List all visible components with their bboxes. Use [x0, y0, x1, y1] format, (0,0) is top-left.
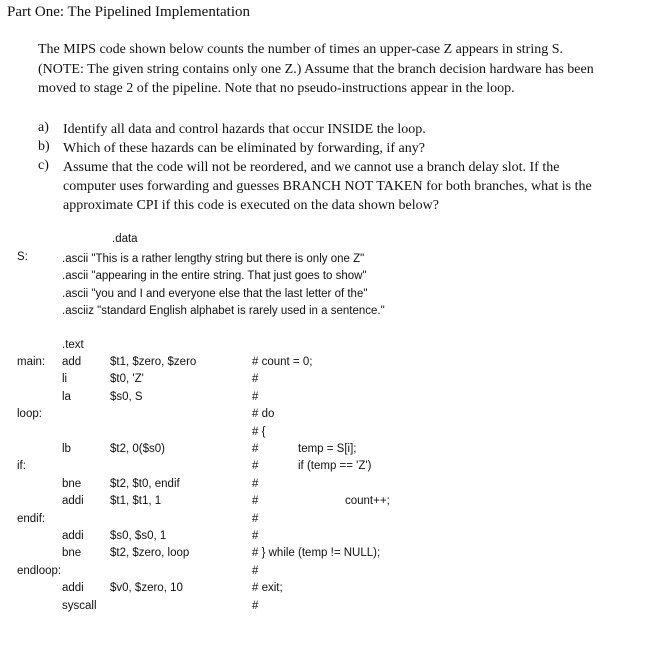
question-line: approximate CPI if this code is executed on the data shown below? — [63, 198, 439, 213]
code-operands: $t1, $zero, $zero — [110, 356, 197, 368]
code-comment: # exit; — [252, 582, 283, 595]
code-comment: # — [252, 443, 259, 455]
code-label: loop: — [17, 408, 42, 421]
code-comment: # — [252, 512, 259, 525]
code-operands: $s0, S — [110, 390, 143, 403]
intro-line: moved to stage 2 of the pipeline. Note that no pseudo-instructions appear in the loop. — [38, 81, 515, 96]
code-opcode: syscall — [62, 599, 97, 612]
code-operands: $t1, $t1, 1 — [110, 495, 162, 508]
text-directive: .text — [62, 339, 84, 351]
code-label: endloop: — [17, 564, 62, 577]
code-comment: # — [252, 599, 259, 612]
ascii-line: .asciiz "standard English alphabet is rarely used in a sentence." — [62, 305, 385, 318]
code-comment: # — [252, 530, 259, 542]
code-opcode: li — [62, 373, 68, 386]
code-opcode: bne — [62, 547, 82, 560]
code-opcode: addi — [62, 530, 84, 542]
code-opcode: addi — [62, 495, 84, 508]
question-line: Which of these hazards can be eliminated by forwarding, if any? — [63, 141, 425, 156]
question-c-label: c) — [38, 158, 49, 173]
code-comment: # — [252, 373, 259, 386]
code-comment-detail: temp = S[i]; — [298, 443, 357, 455]
code-comment-detail: count++; — [345, 495, 390, 508]
code-opcode: add — [62, 356, 82, 368]
code-operands: $s0, $s0, 1 — [110, 530, 167, 542]
code-comment: # — [252, 477, 259, 490]
question-b-text — [63, 139, 629, 158]
question-b-label: b) — [38, 139, 50, 154]
code-label: endif: — [17, 512, 46, 525]
code-comment-detail: if (temp == 'Z') — [298, 460, 372, 473]
question-c-text — [63, 158, 629, 215]
ascii-lines — [62, 251, 385, 321]
code-operands: $t2, 0($s0) — [110, 443, 165, 455]
code-operands: $t0, 'Z' — [110, 373, 144, 386]
code-operands: $v0, $zero, 10 — [110, 582, 183, 595]
string-label: S: — [17, 251, 28, 263]
ascii-line: .ascii "appearing in the entire string. That just goes to show" — [62, 270, 367, 283]
section-heading: Part One: The Pipelined Implementation — [7, 4, 251, 20]
code-label: if: — [17, 460, 26, 473]
code-comment: # } while (temp != NULL); — [252, 547, 381, 560]
data-directive: .data — [112, 233, 138, 245]
question-line: Identify all data and control hazards that occur INSIDE the loop. — [63, 122, 426, 137]
code-opcode: bne — [62, 477, 82, 490]
intro-paragraph — [38, 40, 630, 99]
code-comment: # — [252, 495, 259, 508]
question-line: computer uses forwarding and guesses BRANCH NOT TAKEN for both branches, what is the — [63, 179, 592, 194]
code-opcode: lb — [62, 443, 71, 455]
code-comment: # count = 0; — [252, 356, 313, 368]
code-operands: $t2, $zero, loop — [110, 547, 190, 560]
code-operands: $t2, $t0, endif — [110, 477, 180, 490]
code-label: main: — [17, 356, 46, 368]
question-a-text — [63, 120, 629, 139]
intro-line: (NOTE: The given string contains only one Z.) Assume that the branch decision hardware has been — [38, 61, 594, 77]
intro-line: The MIPS code shown below counts the number of times an upper-case Z appears in string S. — [38, 42, 563, 57]
code-comment: # do — [252, 408, 275, 421]
question-line: Assume that the code will not be reordered, and we cannot use a branch delay slot. If the — [63, 160, 560, 175]
ascii-line: .ascii "you and I and everyone else that the last letter of the" — [62, 287, 368, 300]
code-comment: # — [252, 564, 259, 577]
code-comment: # { — [252, 425, 266, 438]
code-opcode: addi — [62, 582, 84, 595]
ascii-line: .ascii "This is a rather lengthy string but there is only one Z" — [62, 253, 365, 265]
question-a-label: a) — [38, 120, 49, 135]
code-opcode: la — [62, 390, 71, 403]
code-comment: # — [252, 460, 259, 473]
code-comment: # — [252, 390, 259, 403]
